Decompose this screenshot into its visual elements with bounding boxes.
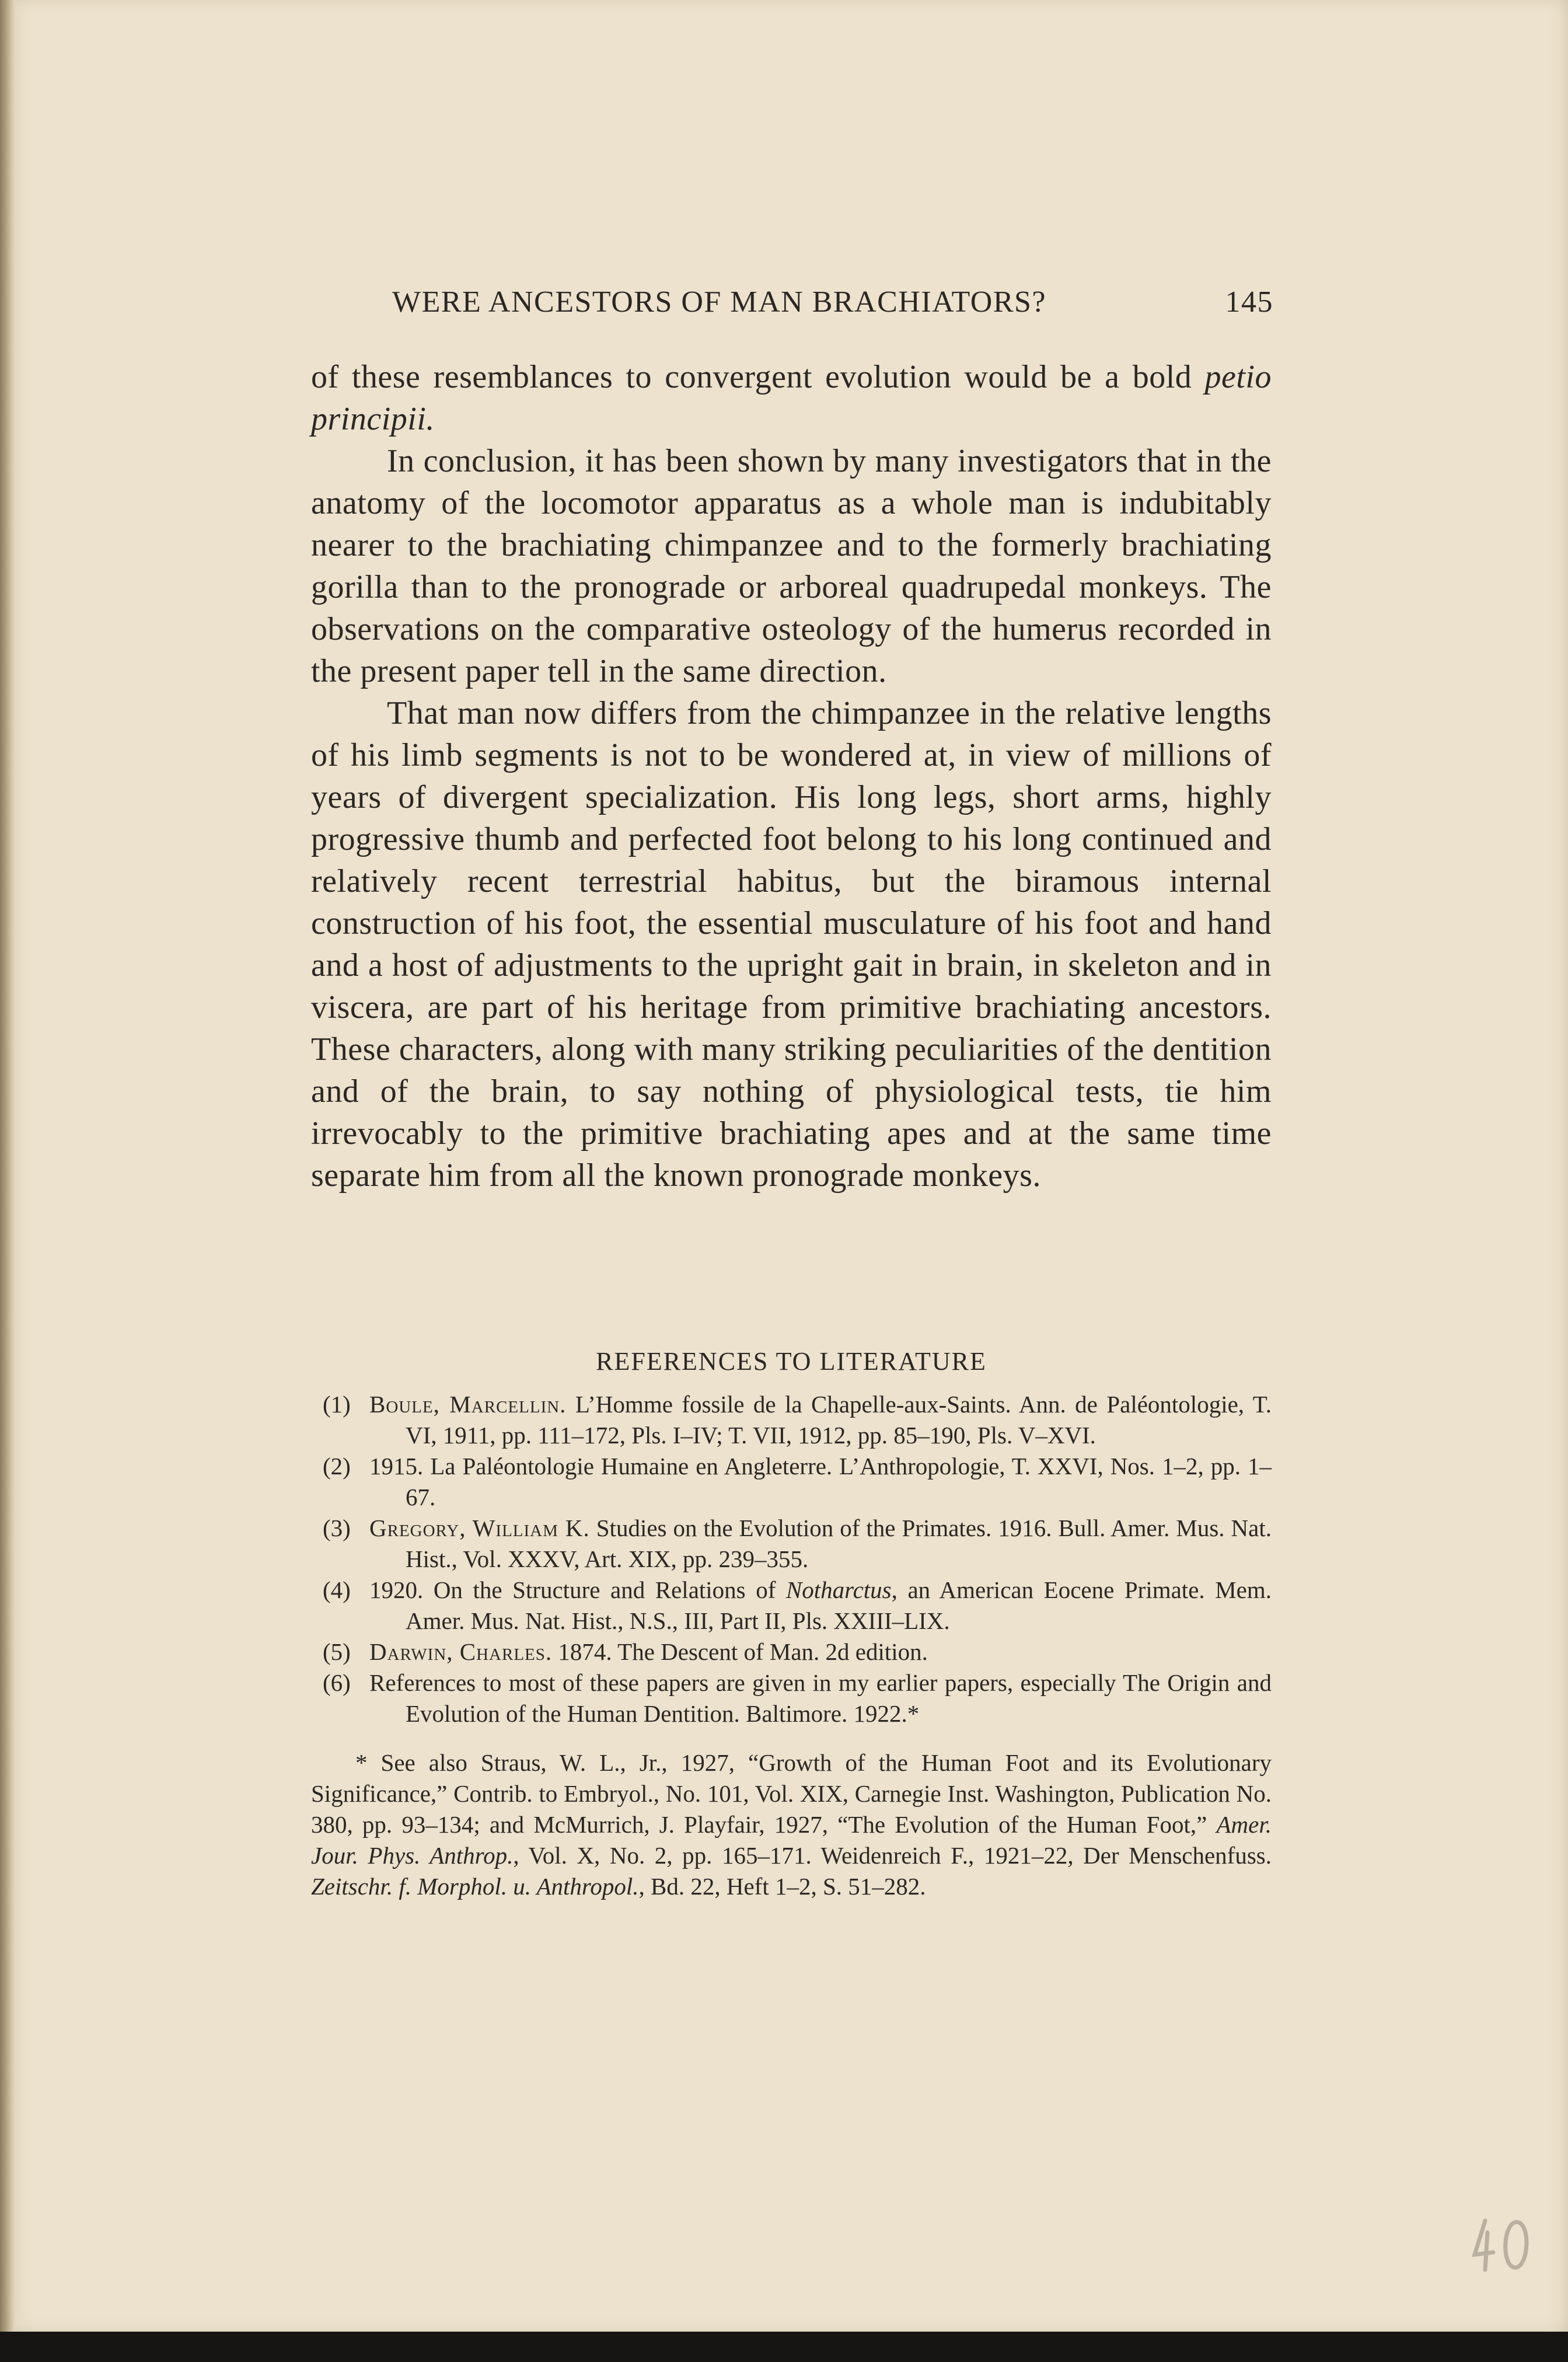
running-head	[392, 285, 1273, 319]
running-head-title: WERE ANCESTORS OF MAN BRACHIATORS?	[392, 285, 1047, 319]
reference-italic: Notharctus	[785, 1576, 892, 1603]
footnote-italic: Zeitschr. f. Morphol. u. Anthropol.	[311, 1873, 639, 1900]
body-text	[311, 356, 1272, 1196]
reference-text: 1874. The Descent of Man. 2d edition.	[552, 1638, 928, 1665]
reference-item	[323, 1389, 1272, 1451]
reference-text: Studies on the Evolution of the Primates. 1916. Bull. Amer. Mus. Nat. Hist., Vol. XXXV, Art. XIX, pp. 239–355.	[406, 1515, 1272, 1572]
reference-author: Gregory, William K.	[369, 1515, 590, 1541]
reference-author: Boule, Marcellin.	[369, 1391, 567, 1418]
reference-number: (5)	[323, 1638, 351, 1665]
reference-author: Darwin, Charles.	[369, 1638, 553, 1665]
footnote-part: * See also Straus, W. L., Jr., 1927, “Growth of the Human Foot and its Evolutionary Significance,” Contrib. to Embryol., No. 101, Vol. XIX, Carnegie Inst. Washington, Publication No. 380, pp. 93–134; and McMurrich, J. Playfair, 1927, “The Evolution of the Human Foot,”	[311, 1749, 1272, 1838]
footnote-text	[311, 1747, 1272, 1902]
reference-text: 1920. On the Structure and Relations of	[369, 1576, 786, 1603]
reference-item	[323, 1667, 1272, 1729]
reference-text: References to most of these papers are given in my earlier papers, especially The Origin and Evolution of the Human Dentition. Baltimore. 1922.*	[369, 1669, 1272, 1727]
references-list	[323, 1389, 1272, 1729]
footnote-part: , Vol. X, No. 2, pp. 165–171. Weidenreich F., 1921–22, Der Menschenfuss.	[513, 1842, 1272, 1869]
reference-number: (2)	[323, 1453, 351, 1480]
reference-text: , an American Eocene Primate. Mem. Amer. Mus. Nat. Hist., N.S., III, Part II, Pls. XXIII–LIX.	[406, 1576, 1272, 1634]
reference-number: (4)	[323, 1576, 351, 1603]
reference-item	[323, 1513, 1272, 1575]
reference-number: (1)	[323, 1391, 351, 1418]
reference-item	[323, 1575, 1272, 1637]
reference-number: (6)	[323, 1669, 351, 1696]
reference-item	[323, 1451, 1272, 1513]
footnote-part: , Bd. 22, Heft 1–2, S. 51–282.	[638, 1873, 926, 1900]
reference-text: 1915. La Paléontologie Humaine en Angleterre. L’Anthropologie, T. XXVI, Nos. 1–2, pp. 1–67.	[369, 1453, 1272, 1510]
reference-text: L’Homme fossile de la Chapelle-aux-Saints. Ann. de Paléontologie, T. VI, 1911, pp. 111–172, Pls. I–IV; T. VII, 1912, pp. 85–190, Pls. V–XVI.	[406, 1391, 1272, 1449]
reference-item	[323, 1637, 1272, 1667]
references-heading: REFERENCES TO LITERATURE	[596, 1347, 987, 1376]
paragraph-1-italic: petio principii.	[311, 359, 1272, 437]
scan-bottom-edge	[0, 2332, 1568, 2362]
paragraph-2: In conclusion, it has been shown by many investigators that in the anatomy of the locomotor apparatus as a whole man is indubitably nearer to the brachiating chimpanzee and to the formerly brachiating gorilla than to the pronograde or arboreal quadrupedal monkeys. The observations on the comparative osteology of the humerus recorded in the present paper tell in the same direction.	[311, 443, 1272, 689]
paragraph-3: That man now differs from the chimpanzee in the relative lengths of his limb segments is not to be wondered at, in view of millions of years of divergent specialization. His long legs, short arms, highly progressive thumb and perfected foot belong to his long continued and relatively recent terrestrial habitus, but the biramous internal construction of his foot, the essential musculature of his foot and hand and a host of adjustments to the upright gait in brain, in skeleton and in viscera, are part of his heritage from primitive brachiating ancestors. These characters, along with many striking peculiarities of the dentition and of the brain, to say nothing of physiological tests, tie him irrevocably to the primitive brachiating apes and at the same time separate him from all the known pronograde monkeys.	[311, 695, 1272, 1194]
footnote-italic: Amer. Jour. Phys. Anthrop.	[311, 1811, 1272, 1869]
page-spine-shadow	[0, 0, 15, 2332]
paragraph-1	[311, 356, 1272, 440]
footnote	[311, 1747, 1272, 1902]
paragraph-1-text: of these resemblances to convergent evolution would be a bold	[311, 359, 1205, 395]
page-number: 145	[1225, 285, 1273, 319]
handwritten-page-mark	[1468, 2209, 1538, 2279]
reference-number: (3)	[323, 1515, 351, 1541]
